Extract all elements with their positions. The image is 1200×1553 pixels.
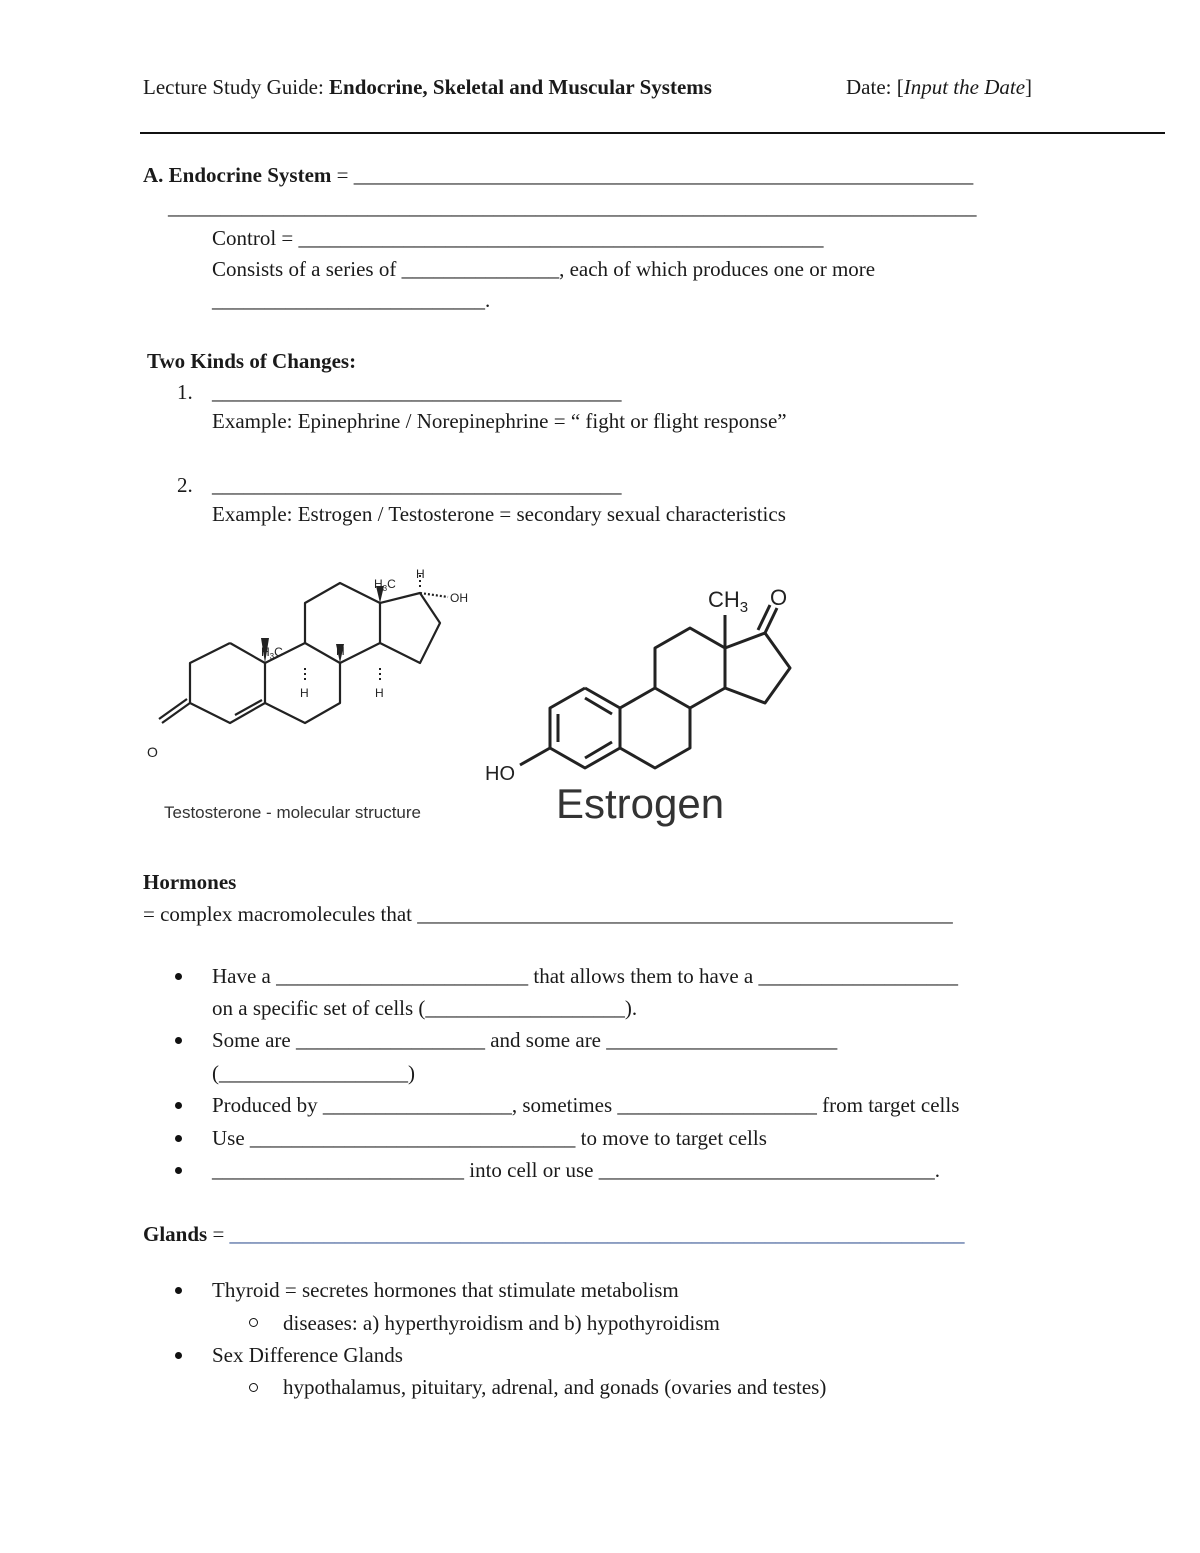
hormones-bullet-1-line1: Have a ________________________ that allows them to have a ___________________ bbox=[212, 964, 958, 988]
glands-sex-list: hypothalamus, pituitary, adrenal, and gonads (ovaries and testes) bbox=[283, 1375, 827, 1399]
hormones-bullet-3: Produced by __________________, sometimes ___________________ from target cells bbox=[212, 1093, 960, 1117]
hydrogen-label-17: H bbox=[416, 567, 425, 581]
ketone-oxygen-label: O bbox=[147, 744, 158, 760]
hormones-bullet-5: ________________________ into cell or use ________________________________. bbox=[212, 1158, 940, 1182]
consists-line1: Consists of a series of _______________, each of which produces one or more bbox=[212, 257, 876, 281]
hydrogen-label-14: H bbox=[336, 644, 345, 658]
testosterone-caption: Testosterone - molecular structure bbox=[164, 803, 421, 822]
section-a-title: A. Endocrine System bbox=[143, 163, 332, 187]
hormones-bullet-2-line2: (__________________) bbox=[212, 1061, 415, 1085]
glands-equals: = bbox=[207, 1222, 230, 1246]
sub-bullet-icon bbox=[249, 1318, 258, 1327]
methyl-label-a: $H_3C$ bbox=[261, 645, 283, 661]
bullet-icon bbox=[175, 1287, 182, 1294]
header-title: Endocrine, Skeletal and Muscular Systems bbox=[329, 75, 712, 99]
section-a-heading bbox=[143, 165, 973, 186]
estrogen-structure bbox=[480, 575, 820, 835]
hydroxyl-label: HO bbox=[485, 763, 515, 785]
bullet-icon bbox=[175, 1037, 182, 1044]
hormones-heading: Hormones bbox=[143, 870, 237, 894]
hydrogen-label-8: H bbox=[375, 686, 384, 700]
change-1-example: Example: Epinephrine / Norepinephrine = “ fight or flight response” bbox=[212, 409, 787, 433]
page-header-title bbox=[143, 77, 712, 98]
hormones-bullet-4: Use _______________________________ to move to target cells bbox=[212, 1126, 767, 1150]
glands-thyroid: Thyroid = secretes hormones that stimulate metabolism bbox=[212, 1278, 679, 1302]
glands-sex-difference: Sex Difference Glands bbox=[212, 1343, 403, 1367]
section-a-line2: _____________________________________________________________________________ bbox=[168, 195, 977, 219]
date-suffix: ] bbox=[1025, 75, 1033, 99]
hormones-bullet-1-line2: on a specific set of cells (___________________). bbox=[212, 996, 638, 1020]
bullet-icon bbox=[175, 1352, 182, 1359]
glands-label: Glands bbox=[143, 1222, 208, 1246]
date-prefix: Date: [ bbox=[846, 75, 904, 99]
bullet-icon bbox=[175, 1135, 182, 1142]
glands-line bbox=[143, 1224, 965, 1245]
methyl-label-d: $H_3C$ bbox=[374, 577, 396, 593]
header-rule bbox=[140, 132, 1165, 134]
change-1-blank: _______________________________________ bbox=[212, 380, 622, 404]
hormones-bullet-2-line1: Some are __________________ and some are ______________________ bbox=[212, 1028, 838, 1052]
change-2-blank: _______________________________________ bbox=[212, 473, 622, 497]
bullet-icon bbox=[175, 1102, 182, 1109]
section-a-blank: = ___________________________________________________________ bbox=[331, 163, 974, 187]
sub-bullet-icon bbox=[249, 1383, 258, 1392]
ketone-oxygen-label: O bbox=[770, 585, 788, 610]
glands-thyroid-diseases: diseases: a) hyperthyroidism and b) hypothyroidism bbox=[283, 1311, 720, 1335]
bullet-icon bbox=[175, 1167, 182, 1174]
bullet-icon bbox=[175, 973, 182, 980]
header-date bbox=[846, 77, 1032, 98]
change-2-number: 2. bbox=[177, 473, 193, 497]
header-prefix: Lecture Study Guide: bbox=[143, 75, 330, 99]
hydrogen-label-9: H bbox=[300, 686, 309, 700]
hormones-definition: = complex macromolecules that ___________________________________________________ bbox=[143, 902, 953, 926]
consists-line2: __________________________. bbox=[212, 288, 491, 312]
methyl-label: $CH_3$ bbox=[708, 587, 749, 616]
estrogen-caption: Estrogen bbox=[556, 780, 725, 827]
control-line: Control = __________________________________________________ bbox=[212, 226, 824, 250]
change-2-example: Example: Estrogen / Testosterone = secondary sexual characteristics bbox=[212, 502, 786, 526]
glands-blank: ______________________________________________________________________ bbox=[229, 1222, 965, 1246]
date-placeholder: Input the Date bbox=[903, 75, 1026, 99]
change-1-number: 1. bbox=[177, 380, 193, 404]
hydroxyl-label: OH bbox=[450, 591, 468, 605]
changes-heading: Two Kinds of Changes: bbox=[147, 349, 357, 373]
testosterone-structure bbox=[140, 560, 480, 835]
